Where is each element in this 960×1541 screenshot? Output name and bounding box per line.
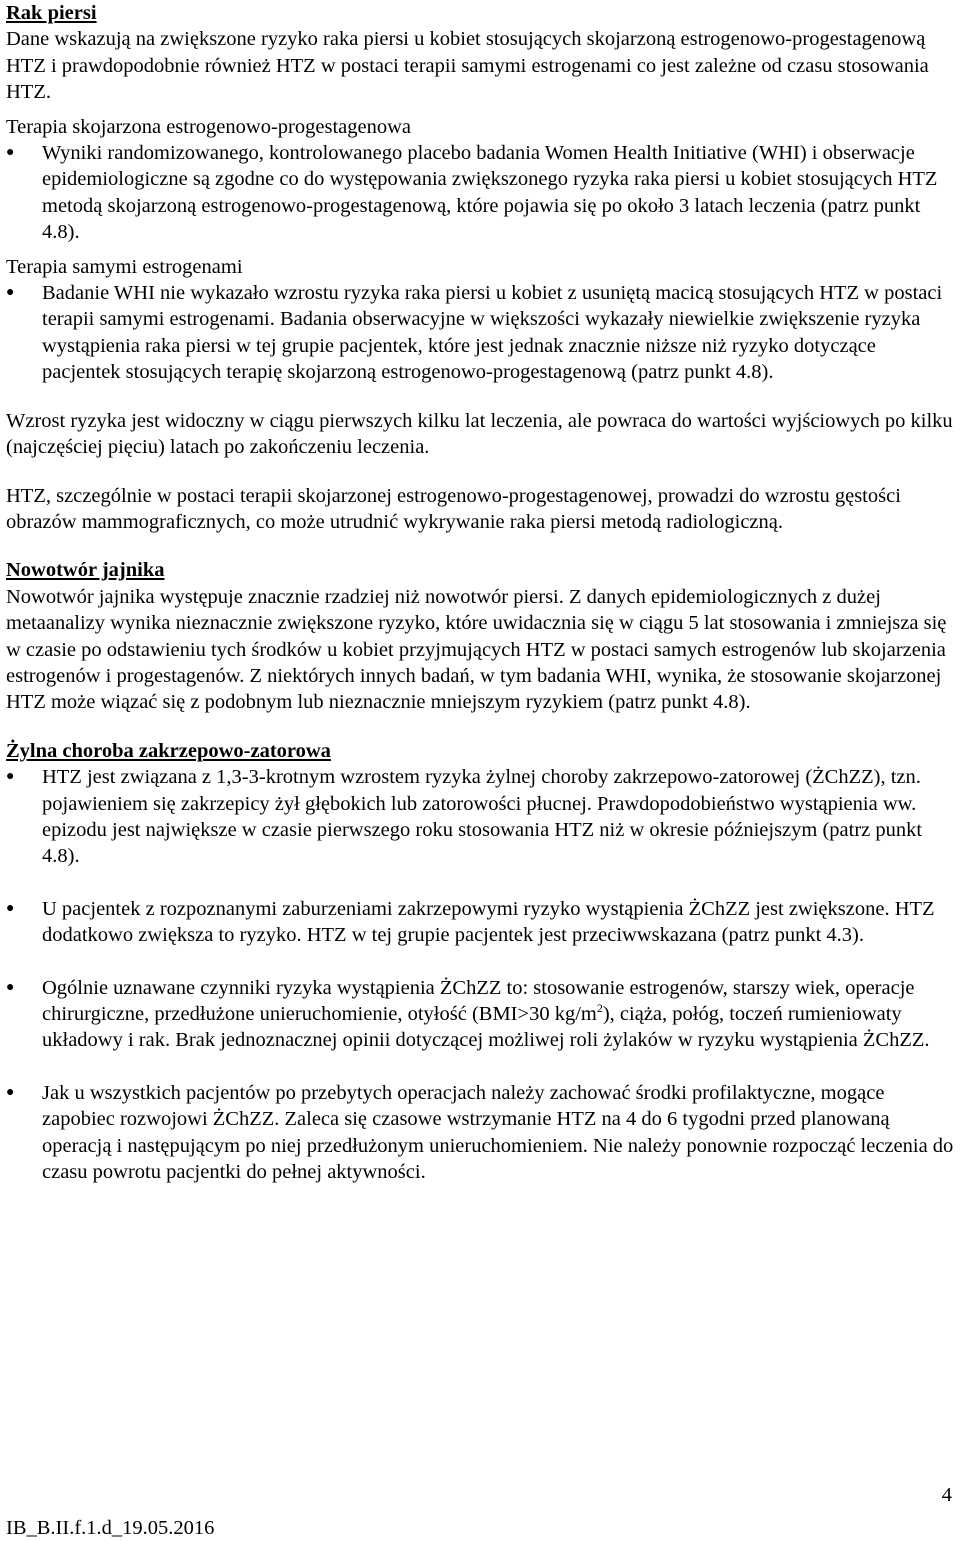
list-item bbox=[6, 1080, 954, 1186]
document-id: IB_B.II.f.1.d_19.05.2016 bbox=[6, 1517, 215, 1539]
vte-bullet-3-part-1: Ogólnie uznawane czynniki ryzyka wystąpienia ŻChZZ to: stosowanie estrogenów, starszy wiek, operacje chirurgiczne, przedłużone unieruchomienie, otyłość (BMI>30 kg/m bbox=[42, 976, 915, 1025]
estrogen-only-text: Badanie WHI nie wykazało wzrostu ryzyka raka piersi u kobiet z usuniętą macicą stosujących HTZ w postaci terapii samymi estrogenami. Badania obserwacyjne w większości wykazały niewielkie zwiększenie ryzyka wystąpienia raka piersi w tej grupie pacjentek, które jest jednak znacznie niższe niż ryzyko dotyczące pacjentek stosujących terapię skojarzoną estrogenowo-progestagenową (patrz punkt 4.8). bbox=[42, 282, 943, 384]
heading-breast-cancer: Rak piersi bbox=[6, 2, 97, 24]
bullet-icon: ● bbox=[6, 769, 15, 785]
vte-bullet-1: HTZ jest związana z 1,3-3-krotnym wzrostem ryzyka żylnej choroby zakrzepowo-zatorowej (ŻChZZ), tzn. pojawieniem się zakrzepicy żył głębokich lub zatorowości płucnej. Prawdopodobieństwo wystąpienia ww. epizodu jest największe w czasie pierwszego roku stosowania HTZ niż w okresie późniejszym (patrz punkt 4.8). bbox=[42, 766, 923, 868]
vte-bullet-3-part-2: ), ciąża, połóg, toczeń rumieniowaty układowy i rak. Brak jednoznacznej opinii dotyczącej możliwej roli żylaków w ryzyku wystąpienia ŻChZZ. bbox=[42, 1003, 930, 1052]
subheading-estrogen-only: Terapia samymi estrogenami bbox=[6, 255, 243, 278]
page-number: 4 bbox=[941, 1484, 952, 1506]
combined-therapy-text: Wyniki randomizowanego, kontrolowanego placebo badania Women Health Initiative (WHI) i obserwacje epidemiologiczne są zgodne co do występowania zwiększonego ryzyka raka piersi u kobiet stosujących HTZ metodą skojarzoną estrogenowo-progestagenową, które pojawia się po około 3 latach leczenia (patrz punkt 4.8). bbox=[42, 142, 938, 244]
superscript-2: 2 bbox=[596, 1001, 603, 1016]
vte-bullet-4: Jak u wszystkich pacjentów po przebytych operacjach należy zachować środki profilaktyczne, mogące zapobiec rozwojowi ŻChZZ. Zaleca się czasowe wstrzymanie HTZ na 4 do 6 tygodni przed planowaną operacją i następującym po niej przedłużonym unieruchomieniem. Nie należy ponownie rozpocząć leczenia do czasu powrotu pacjentki do pełnej aktywności. bbox=[42, 1081, 954, 1184]
list-item bbox=[6, 280, 954, 386]
list-item bbox=[6, 896, 954, 949]
list-item bbox=[6, 140, 954, 246]
bullet-icon: ● bbox=[6, 145, 15, 161]
bullet-icon: ● bbox=[6, 900, 15, 916]
vte-bullet-2: U pacjentek z rozpoznanymi zaburzeniami zakrzepowymi ryzyko wystąpienia ŻChZZ jest zwiększone. HTZ dodatkowo zwiększa to ryzyko. HTZ w tej grupie pacjentek jest przeciwwskazana (patrz punkt 4.3). bbox=[42, 897, 935, 947]
subheading-combined-therapy: Terapia skojarzona estrogenowo-progestagenowa bbox=[6, 115, 411, 138]
heading-vte: Żylna choroba zakrzepowo-zatorowa bbox=[6, 739, 331, 762]
breast-intro-paragraph: Dane wskazują na zwiększone ryzyko raka piersi u kobiet stosujących skojarzoną estrogenowo-progestagenową HTZ i prawdopodobnie również HTZ w postaci terapii samymi estrogenami co jest zależne od czasu stosowania HTZ. bbox=[6, 28, 929, 104]
ovarian-cancer-paragraph: Nowotwór jajnika występuje znacznie rzadziej niż nowotwór piersi. Z danych epidemiologicznych z dużej metaanalizy wynika nieznacznie zwiększone ryzyko, które uwidacznia się w ciągu 5 lat stosowania i zmniejsza się w czasie po odstawieniu tych środków u kobiet przyjmujących HTZ w postaci samych estrogenów lub skojarzenia estrogenów i progestagenów. Z niektórych innych badań, w tym badania WHI, wynika, że stosowanie skojarzonej HTZ może wiązać się z podobnym lub nieznacznie mniejszym ryzykiem (patrz punkt 4.8). bbox=[6, 585, 947, 714]
list-item bbox=[6, 764, 954, 870]
document-page bbox=[6, 0, 954, 1185]
risk-increase-paragraph: Wzrost ryzyka jest widoczny w ciągu pierwszych kilku lat leczenia, ale powraca do wartości wyjściowych po kilku (najczęściej pięciu) latach po zakończeniu leczenia. bbox=[6, 409, 953, 459]
heading-ovarian-cancer: Nowotwór jajnika bbox=[6, 559, 165, 582]
mammography-density-paragraph: HTZ, szczególnie w postaci terapii skojarzonej estrogenowo-progestagenowej, prowadzi do wzrostu gęstości obrazów mammograficznych, co może utrudnić wykrywanie raka piersi metodą radiologiczną. bbox=[6, 484, 901, 533]
vte-bullet-3 bbox=[42, 977, 930, 1052]
list-item bbox=[6, 975, 954, 1054]
bullet-icon: ● bbox=[6, 285, 15, 301]
estrogen-only-list bbox=[6, 280, 954, 386]
vte-list bbox=[6, 764, 954, 1185]
bullet-icon: ● bbox=[6, 979, 15, 995]
combined-therapy-list bbox=[6, 140, 954, 246]
bullet-icon: ● bbox=[6, 1084, 15, 1100]
